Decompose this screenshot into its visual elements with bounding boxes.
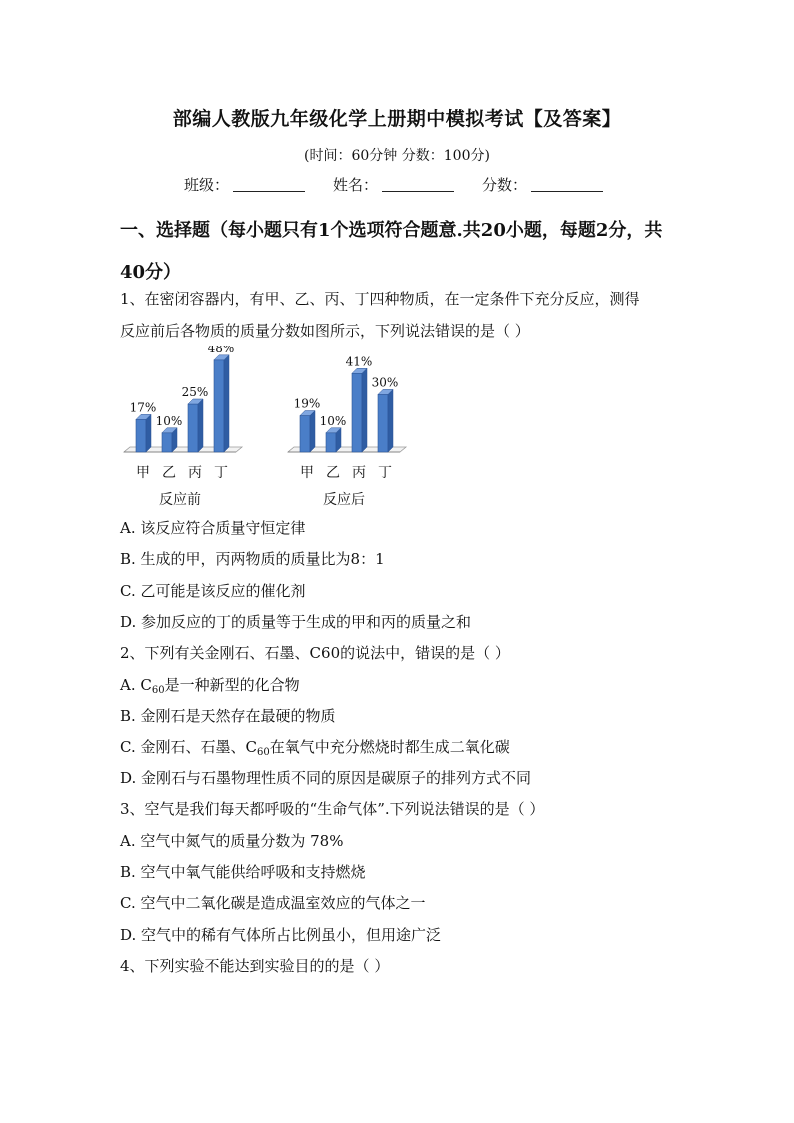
- q4-stem: 4、下列实验不能达到实验目的的是（ ）: [120, 957, 390, 975]
- chart-bar-side: [362, 368, 367, 452]
- chart-value-label: 10%: [155, 413, 183, 428]
- chart-value-label: 41%: [345, 354, 373, 369]
- chart-bar: [352, 368, 367, 452]
- q3-option-d: D. 空气中的稀有气体所占比例虽小，但用途广泛: [120, 926, 442, 944]
- chart-title: 反应前: [159, 492, 201, 508]
- q2-option-a: [120, 674, 300, 696]
- q1-stem-line1: 1、在密闭容器内，有甲、乙、丙、丁四种物质，在一定条件下充分反应，测得: [120, 290, 640, 308]
- q3-option-a: A. 空气中氮气的质量分数为 78%: [120, 832, 344, 850]
- chart-before-svg: [118, 346, 258, 514]
- q2-option-c: [120, 736, 510, 758]
- class-blank: [233, 190, 305, 192]
- q1-option-a: A. 该反应符合质量守恒定律: [120, 519, 306, 537]
- chart-bar-side: [310, 411, 315, 452]
- chart-bar-front: [378, 394, 388, 452]
- chart-bar-side: [146, 414, 151, 452]
- section-heading-line2: 40分）: [120, 262, 182, 283]
- chart-bar-side: [224, 355, 229, 452]
- q2-option-a-sub: 60: [151, 685, 165, 696]
- exam-time-score: (时间：60分钟 分数：100分): [304, 148, 490, 164]
- chart-before: [118, 346, 258, 518]
- chart-value-label: 19%: [293, 396, 321, 411]
- name-blank: [382, 190, 454, 192]
- chart-bar: [300, 411, 315, 452]
- student-info-line: [184, 174, 631, 195]
- q1-option-b: B. 生成的甲，丙两物质的质量比为8：1: [120, 550, 385, 568]
- chart-after: [282, 346, 422, 518]
- chart-bar: [162, 428, 177, 452]
- q2-option-a-post: 是一种新型的化合物: [164, 676, 300, 694]
- chart-after-svg: [282, 346, 422, 514]
- q1-option-c: C. 乙可能是该反应的催化剂: [120, 582, 306, 600]
- chart-category-label: 乙: [162, 465, 176, 481]
- chart-category-label: 甲: [136, 465, 150, 481]
- chart-bar-front: [326, 433, 336, 452]
- q1-stem-line2: 反应前后各物质的质量分数如图所示，下列说法错误的是（ ）: [120, 322, 530, 340]
- chart-category-label: 丙: [352, 465, 366, 481]
- q3-option-b: B. 空气中氧气能供给呼吸和支持燃烧: [120, 863, 366, 881]
- chart-bar-front: [136, 419, 146, 452]
- chart-bar-side: [198, 399, 203, 452]
- q1-option-d: D. 参加反应的丁的质量等于生成的甲和丙的质量之和: [120, 613, 472, 631]
- chart-value-label: 25%: [181, 385, 209, 399]
- page-title: 部编人教版九年级化学上册期中模拟考试【及答案】: [172, 108, 622, 130]
- chart-category-label: 乙: [326, 465, 340, 481]
- chart-value-label: 48%: [207, 346, 235, 355]
- chart-bar-front: [214, 360, 224, 452]
- name-label: 姓名：: [333, 176, 379, 194]
- chart-bar-front: [300, 416, 310, 452]
- chart-bar: [136, 414, 151, 452]
- chart-category-label: 丁: [214, 465, 228, 481]
- section-heading: [120, 210, 680, 294]
- chart-value-label: 10%: [319, 413, 347, 428]
- chart-bar: [188, 399, 203, 452]
- q2-option-c-post: 在氧气中充分燃烧时都生成二氧化碳: [269, 738, 510, 756]
- chart-category-label: 甲: [300, 465, 314, 481]
- q3-option-c: C. 空气中二氧化碳是造成温室效应的气体之一: [120, 894, 426, 912]
- chart-value-label: 30%: [371, 375, 399, 390]
- chart-value-label: 17%: [129, 400, 157, 415]
- q2-stem: 2、下列有关金刚石、石墨、C60的说法中，错误的是（ ）: [120, 644, 510, 662]
- chart-category-label: 丁: [378, 465, 392, 481]
- q2-option-d: D. 金刚石与石墨物理性质不同的原因是碳原子的排列方式不同: [120, 769, 532, 787]
- chart-category-label: 丙: [188, 465, 202, 481]
- score-blank: [531, 190, 603, 192]
- q2-option-c-pre: C. 金刚石、石墨、C: [120, 738, 257, 756]
- q2-option-a-pre: A. C: [120, 676, 152, 694]
- section-heading-line1: 一、选择题（每小题只有1个选项符合题意.共20小题，每题2分，共: [120, 220, 663, 241]
- chart-bar-side: [388, 389, 393, 452]
- chart-bar: [378, 389, 393, 452]
- q2-option-c-sub: 60: [256, 747, 270, 758]
- class-label: 班级：: [184, 176, 230, 194]
- q2-option-b: B. 金刚石是天然存在最硬的物质: [120, 707, 336, 725]
- chart-bar: [214, 355, 229, 452]
- chart-bar-front: [188, 404, 198, 452]
- chart-bar-front: [162, 433, 172, 452]
- score-label: 分数：: [482, 176, 528, 194]
- q3-stem: 3、空气是我们每天都呼吸的“生命气体”.下列说法错误的是（ ）: [120, 800, 545, 818]
- chart-bar-front: [352, 373, 362, 452]
- chart-title: 反应后: [323, 492, 365, 508]
- chart-bar: [326, 428, 341, 452]
